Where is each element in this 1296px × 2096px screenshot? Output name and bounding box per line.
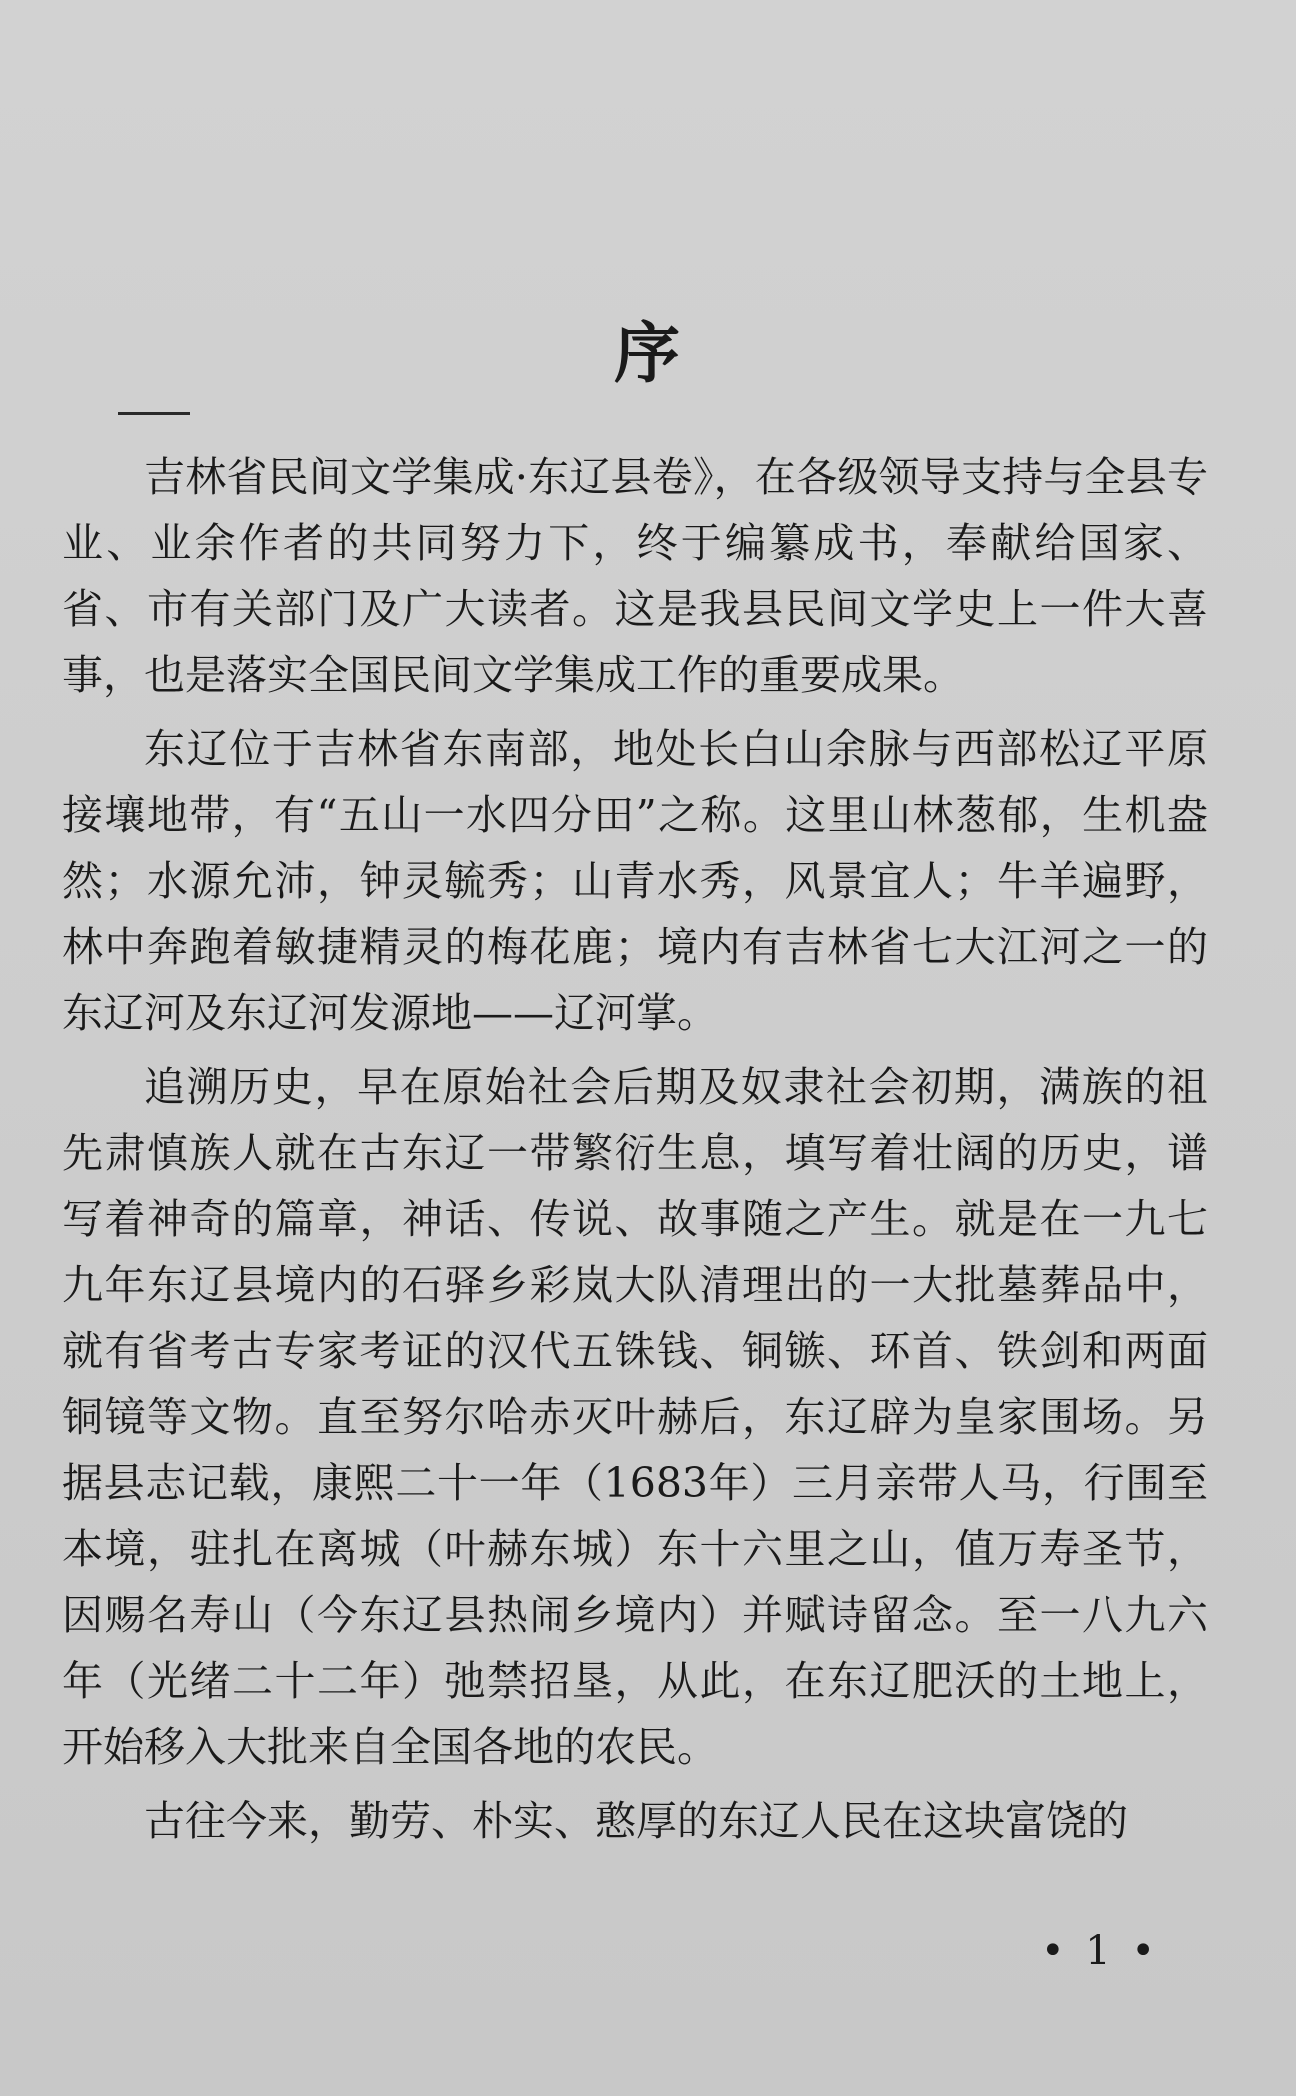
page-title: 序: [614, 314, 682, 392]
page-number: • 1 •: [1040, 1928, 1160, 1974]
paragraph: 追溯历史，早在原始社会后期及奴隶社会初期，满族的祖先肃慎族人就在古东辽一带繁衍生息，填写着壮阔的历史，谱写着神奇的篇章，神话、传说、故事随之产生。就是在一九七九年东辽县境内的石驿乡彩岚大队清理出的一大批墓葬品中，就有省考古专家考证的汉代五铢钱、铜镞、环首、铁剑和两面铜镜等文物。直至努尔哈赤灭叶赫后，东辽辟为皇家围场。另据县志记载，康熙二十一年（1683年）三月亲带人马，行围至本境，驻扎在离城（叶赫东城）东十六里之山，值万寿圣节，因赐名寿山（今东辽县热闹乡境内）并赋诗留念。至一八九六年（光绪二十二年）弛禁招垦，从此，在东辽肥沃的土地上，开始移入大批来自全国各地的农民。: [62, 1063, 1208, 1771]
paragraph: 吉林省民间文学集成·东辽县卷》，在各级领导支持与全县专业、业余作者的共同努力下，终于编纂成书，奉献给国家、省、市有关部门及广大读者。这是我县民间文学史上一件大喜事，也是落实全国民间文学集成工作的重要成果。: [62, 453, 1208, 699]
title-dash: [118, 412, 190, 415]
body-text: [62, 444, 1208, 1862]
paragraph: 东辽位于吉林省东南部，地处长白山余脉与西部松辽平原接壤地带，有“五山一水四分田”之称。这里山林葱郁，生机盎然；水源允沛，钟灵毓秀；山青水秀，风景宜人；牛羊遍野，林中奔跑着敏捷精灵的梅花鹿；境内有吉林省七大江河之一的东辽河及东辽河发源地——辽河掌。: [62, 725, 1208, 1037]
paragraph: 古往今来，勤劳、朴实、憨厚的东辽人民在这块富饶的: [144, 1797, 1128, 1845]
